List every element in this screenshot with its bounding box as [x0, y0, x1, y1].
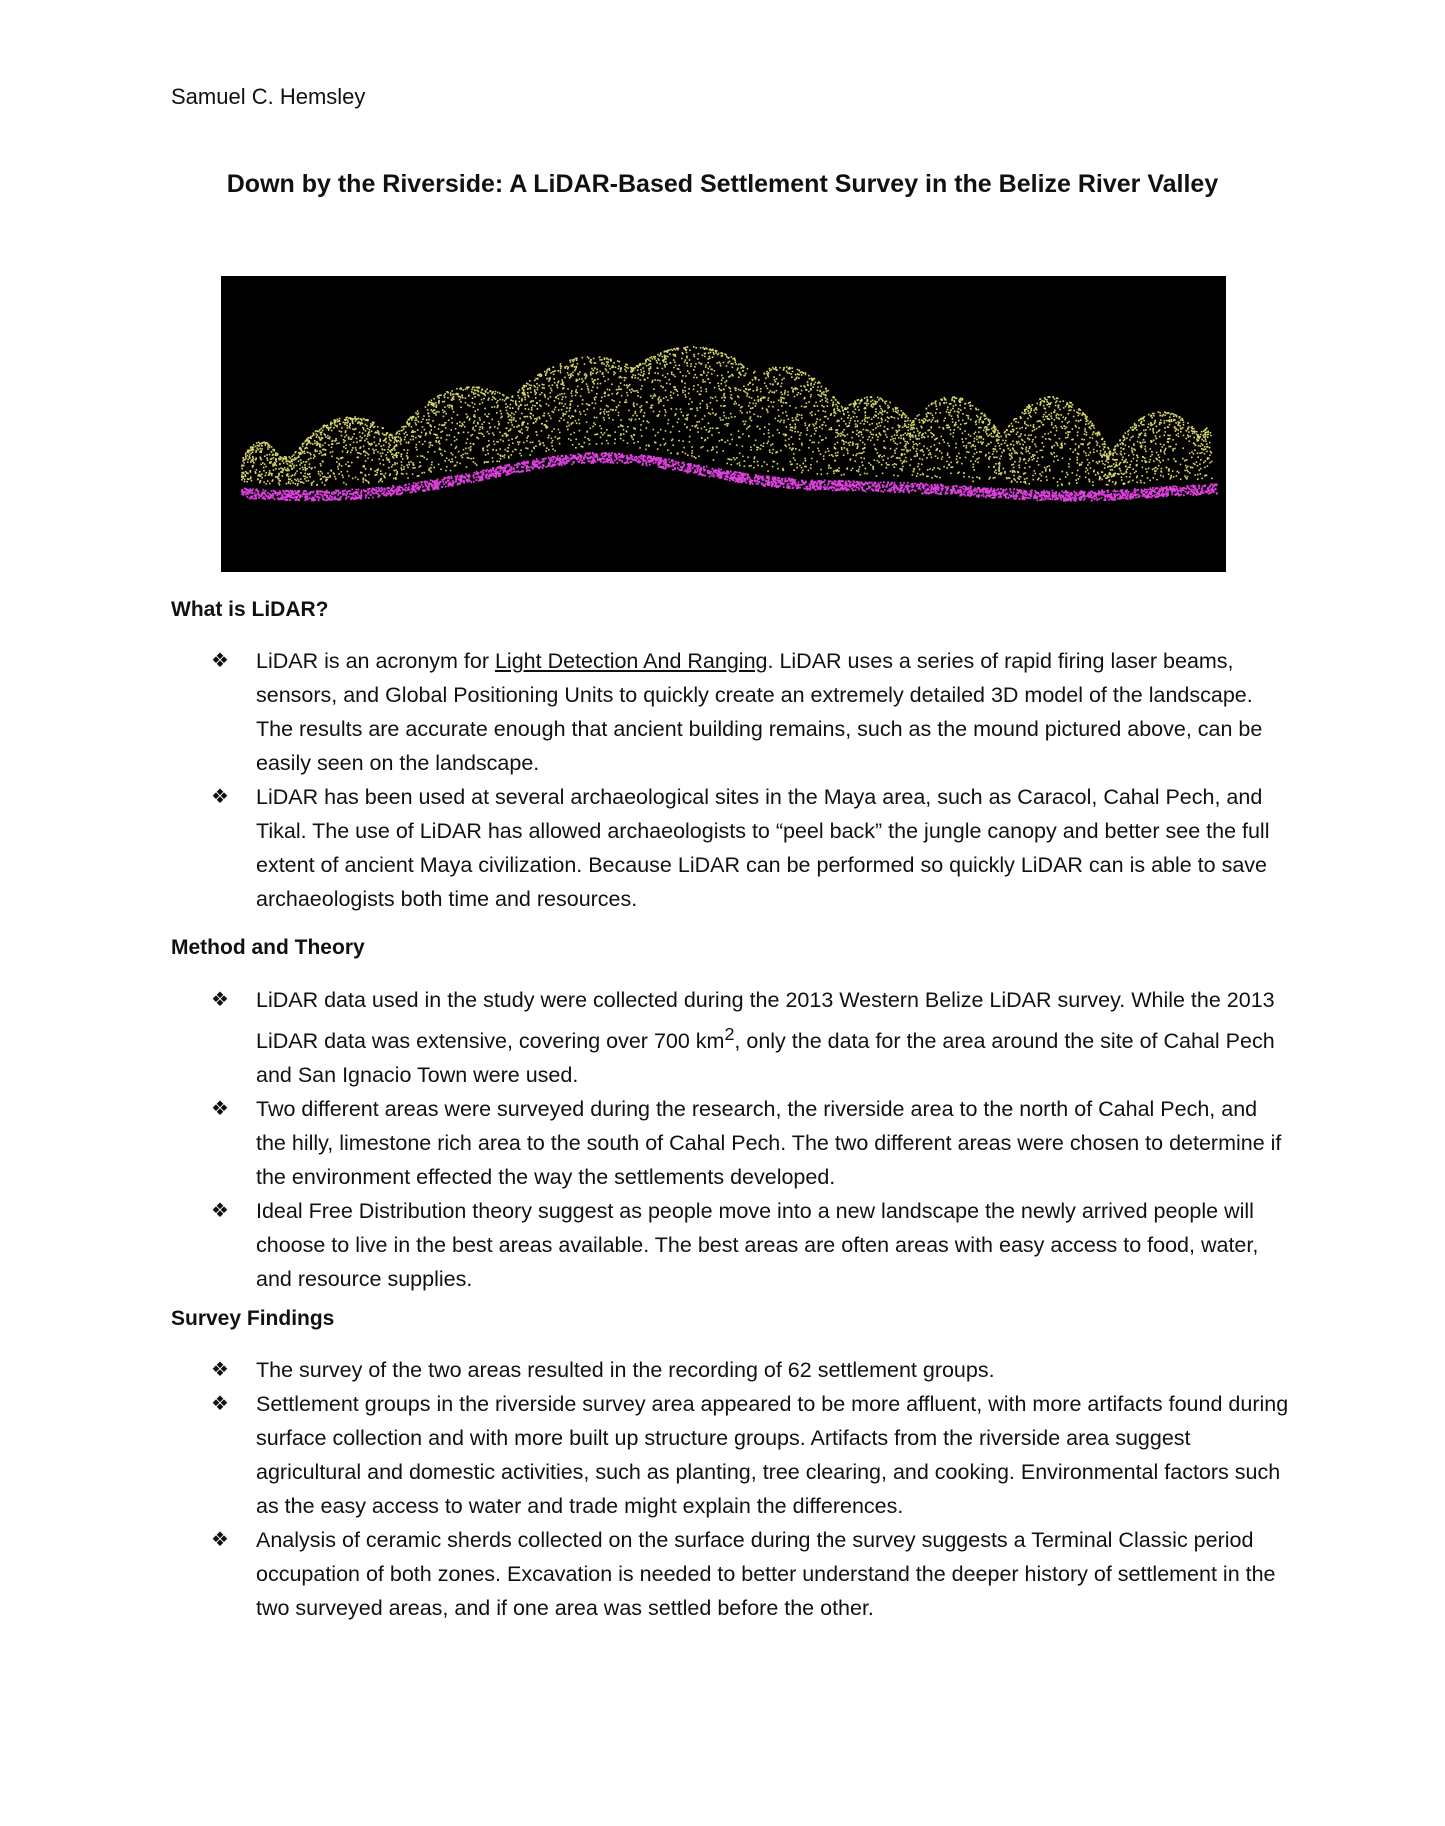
bullet-diamond-icon: ❖	[211, 1529, 229, 1551]
section-heading-what-is-lidar: What is LiDAR?	[171, 598, 329, 621]
lidar-point-cloud-image	[221, 276, 1226, 572]
list-item	[171, 780, 1291, 916]
section-heading-method-and-theory: Method and Theory	[171, 936, 365, 959]
item-text: The survey of the two areas resulted in the recording of 62 settlement groups.	[256, 1358, 995, 1382]
bullet-diamond-icon: ❖	[211, 650, 229, 672]
item-text: , only the data for the area around the site of Cahal Pech and San Ignacio Town were used.	[256, 1029, 1275, 1088]
list-item	[171, 983, 1291, 1092]
list-item	[171, 1194, 1291, 1296]
list-survey-findings	[171, 1353, 1291, 1625]
item-text: LiDAR data used in the study were collected during the 2013 Western Belize LiDAR survey. While the 2013 LiDAR data was extensive, covering over 700 km	[256, 988, 1275, 1054]
item-text: Ideal Free Distribution theory suggest as people move into a new landscape the newly arrived people will choose to live in the best areas available. The best areas are often areas with easy access to food, water, and resource supplies.	[256, 1199, 1259, 1292]
list-item	[171, 1387, 1291, 1523]
list-item	[171, 1523, 1291, 1625]
bullet-diamond-icon: ❖	[211, 1098, 229, 1121]
list-item	[171, 1092, 1291, 1194]
list-what-is-lidar	[171, 644, 1291, 916]
lidar-point-cloud	[221, 276, 1226, 572]
item-text: Settlement groups in the riverside survey area appeared to be more affluent, with more artifacts found during surface collection and with more built up structure groups. Artifacts from the riverside area suggest agricultural and domestic activities, such as planting, tree clearing, and cooking. Environmental factors such as the easy access to water and trade might explain the differences.	[256, 1392, 1289, 1518]
list-method-and-theory	[171, 983, 1291, 1296]
author-name: Samuel C. Hemsley	[171, 84, 366, 109]
superscript: 2	[724, 1024, 735, 1044]
bullet-diamond-icon: ❖	[211, 1359, 229, 1381]
list-item	[171, 1353, 1291, 1387]
bullet-diamond-icon: ❖	[211, 1393, 229, 1415]
item-text: Two different areas were surveyed during the research, the riverside area to the north of Cahal Pech, and the hilly, limestone rich area to the south of Cahal Pech. The two different areas were chosen to determine if the environment effected the way the settlements developed.	[256, 1097, 1282, 1190]
item-text: . LiDAR uses a series of rapid firing laser beams, sensors, and Global Positioning Units to quickly create an extremely detailed 3D model of the landscape. The results are accurate enough that ancient building remains, such as the mound pictured above, can be easily seen on the landscape.	[256, 649, 1263, 775]
bullet-diamond-icon: ❖	[211, 1200, 229, 1223]
bullet-diamond-icon: ❖	[211, 786, 229, 808]
document-title: Down by the Riverside: A LiDAR-Based Settlement Survey in the Belize River Valley	[226, 170, 1219, 198]
item-text: LiDAR is an acronym for	[256, 649, 495, 673]
list-item	[171, 644, 1291, 780]
section-heading-survey-findings: Survey Findings	[171, 1307, 335, 1330]
bullet-diamond-icon: ❖	[211, 989, 229, 1011]
item-text: LiDAR has been used at several archaeological sites in the Maya area, such as Caracol, Cahal Pech, and Tikal. The use of LiDAR has allowed archaeologists to “peel back” the jungle canopy and better see the full extent of ancient Maya civilization. Because LiDAR can be performed so quickly LiDAR can is able to save archaeologists both time and resources.	[256, 785, 1270, 911]
lidar-acronym-link[interactable]: Light Detection And Ranging	[494, 649, 768, 673]
item-text: Analysis of ceramic sherds collected on the surface during the survey suggests a Terminal Classic period occupation of both zones. Excavation is needed to better understand the deeper history of settlement in the two surveyed areas, and if one area was settled before the other.	[256, 1528, 1276, 1620]
